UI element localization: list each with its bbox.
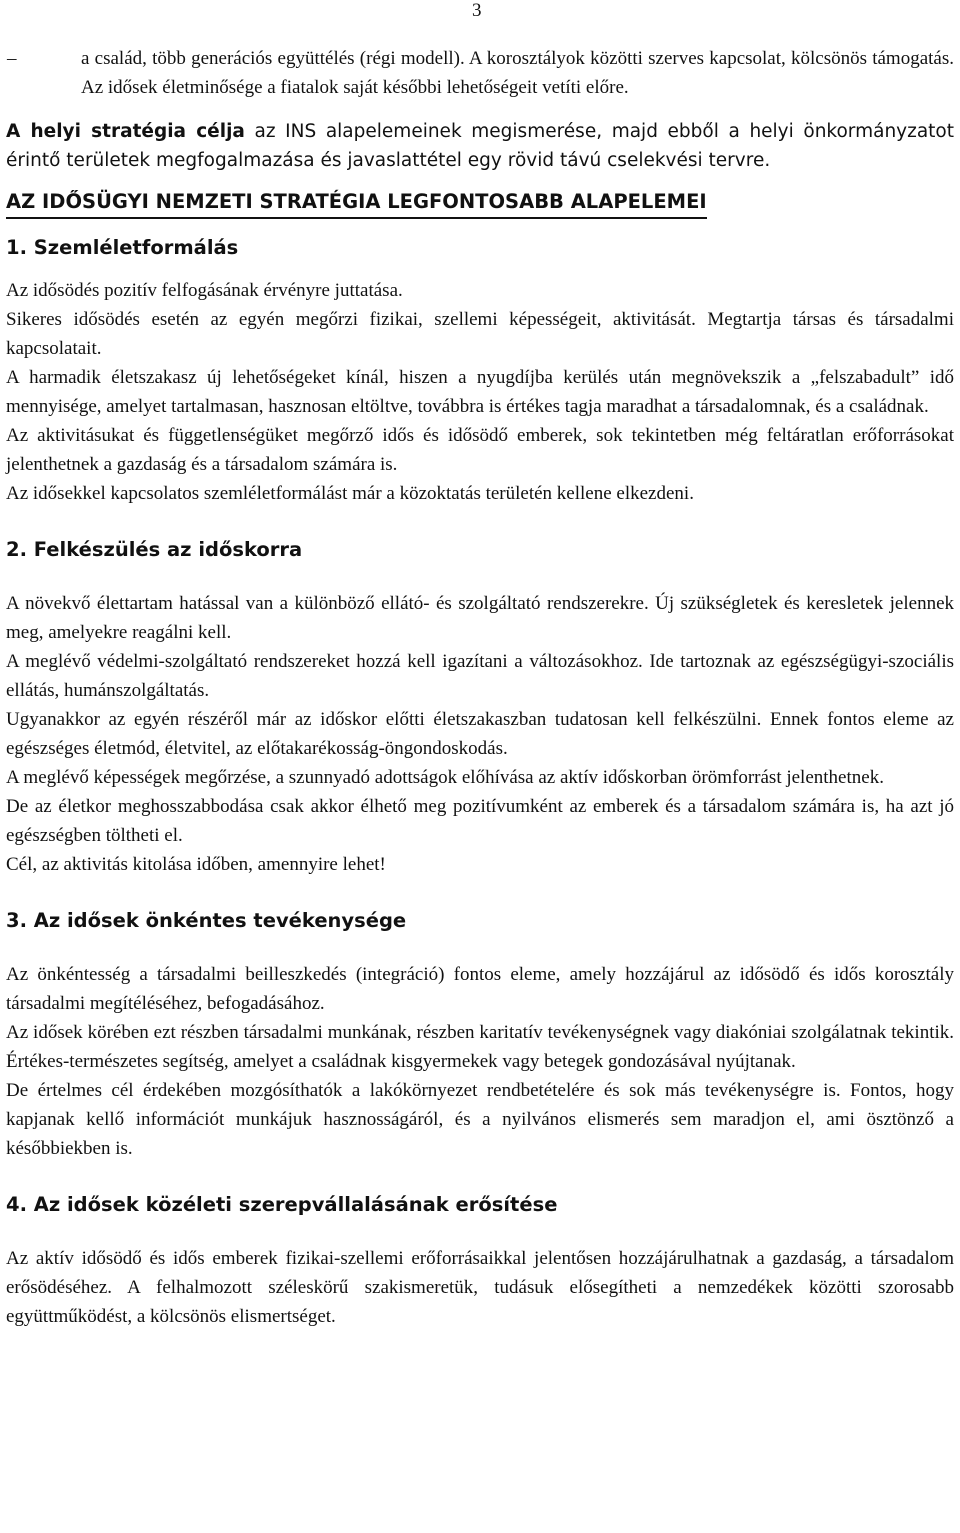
- intro-text: az INS alapelemeinek megismerése, majd ebből a helyi önkormányzatot érintő területek megfogalmazása és javaslattétel egy rövid távú cselekvési tervre.: [6, 121, 954, 171]
- paragraph: A meglévő képességek megőrzése, a szunnyadó adottságok előhívása az aktív időskorban örömforrást jelenthetnek.: [6, 767, 884, 788]
- paragraph: A meglévő védelmi-szolgáltató rendszereket hozzá kell igazítani a változásokhoz. Ide tartoznak az egészségügyi-szociális ellátás, humánszolgáltatás.: [6, 651, 954, 701]
- document-body: [6, 44, 954, 1331]
- paragraph: Sikeres idősödés esetén az egyén megőrzi fizikai, szellemi képességeit, aktivitását. Megtartja társas és társadalmi kapcsolatait.: [6, 309, 954, 359]
- paragraph: Ugyanakkor az egyén részéről már az időskor előtti életszakaszban tudatosan kell felkészülni. Ennek fontos eleme az egészséges életmód, életvitel, az előtakarékosság-öngondoskodás.: [6, 709, 954, 759]
- paragraph: Az idősek körében ezt részben társadalmi munkának, részben karitatív tevékenységnek vagy diakóniai szolgálatnak tekintik. Értékes-természetes segítség, amelyet a családnak kisgyermekek vagy betegek gondozásával nyújtanak.: [6, 1022, 954, 1072]
- paragraph: Az önkéntesség a társadalmi beilleszkedés (integráció) fontos eleme, amely hozzájárul az idősödő és idős korosztály társadalmi megítéléséhez, befogadásához.: [6, 964, 954, 1014]
- list-item: [6, 44, 954, 102]
- paragraph: De értelmes cél érdekében mozgósíthatók a lakókörnyezet rendbetételére és sok más tevékenységre is. Fontos, hogy kapjanak kellő információt munkájuk hasznosságáról, és a nyilvános elismerés sem maradjon el, ami ösztönző a későbbiekben is.: [6, 1080, 954, 1159]
- section-heading-1: 1. Szemléletformálás: [6, 236, 239, 259]
- paragraph: Az idősekkel kapcsolatos szemléletformálást már a közoktatás területén kellene elkezdeni.: [6, 483, 694, 504]
- section-body-1: [6, 276, 954, 508]
- paragraph: Az aktivitásukat és függetlenségüket megőrző idős és idősödő emberek, sok tekintetben még feltáratlan erőforrásokat jelenthetnek a gazdaság és a társadalom számára is.: [6, 425, 954, 475]
- list-item-text: a család, több generációs együttélés (régi modell). A korosztályok közötti szerves kapcsolat, kölcsönös támogatás. Az idősek életminősége a fiatalok saját későbbi lehetőségeit vetíti előre.: [81, 48, 954, 98]
- paragraph: A harmadik életszakasz új lehetőségeket kínál, hiszen a nyugdíjba kerülés után megnövekszik a „felszabadult” idő mennyisége, amelyet tartalmasan, hasznosan eltöltve, továbbra is értékes tagja maradhat a társadalomnak, és a családnak.: [6, 367, 954, 417]
- intro-paragraph: [6, 117, 954, 175]
- paragraph: A növekvő élettartam hatással van a különböző ellátó- és szolgáltató rendszerekre. Új szükségletek és keresletek jelennek meg, amelyekre reagálni kell.: [6, 593, 954, 643]
- section-body-3: [6, 960, 954, 1163]
- section-body-4: [6, 1244, 954, 1331]
- list-dash-marker: –: [7, 48, 17, 69]
- main-heading-wrap: [6, 187, 954, 219]
- paragraph: De az életkor meghosszabbodása csak akkor élhető meg pozitívumként az emberek és a társadalom számára is, ha azt jó egészségben töltheti el.: [6, 796, 954, 846]
- page-number: 3: [472, 0, 482, 21]
- paragraph: Az idősödés pozitív felfogásának érvényre juttatása.: [6, 280, 403, 301]
- section-heading-4: 4. Az idősek közéleti szerepvállalásának erősítése: [6, 1193, 558, 1216]
- section-heading-2: 2. Felkészülés az időskorra: [6, 538, 303, 561]
- intro-bold-lead: A helyi stratégia célja: [6, 121, 245, 142]
- paragraph: Cél, az aktivitás kitolása időben, amennyire lehet!: [6, 854, 386, 875]
- main-heading: AZ IDŐSÜGYI NEMZETI STRATÉGIA LEGFONTOSABB ALAPELEMEI: [6, 187, 707, 219]
- section-body-2: [6, 589, 954, 879]
- section-heading-3: 3. Az idősek önkéntes tevékenysége: [6, 909, 407, 932]
- paragraph: Az aktív idősödő és idős emberek fizikai-szellemi erőforrásaikkal jelentősen hozzájárulhatnak a gazdaság, a társadalom erősödéséhez. A felhalmozott széleskörű szakismeretük, tudásuk elősegítheti a nemzedékek közötti szorosabb együttműködést, a kölcsönös elismertséget.: [6, 1248, 954, 1327]
